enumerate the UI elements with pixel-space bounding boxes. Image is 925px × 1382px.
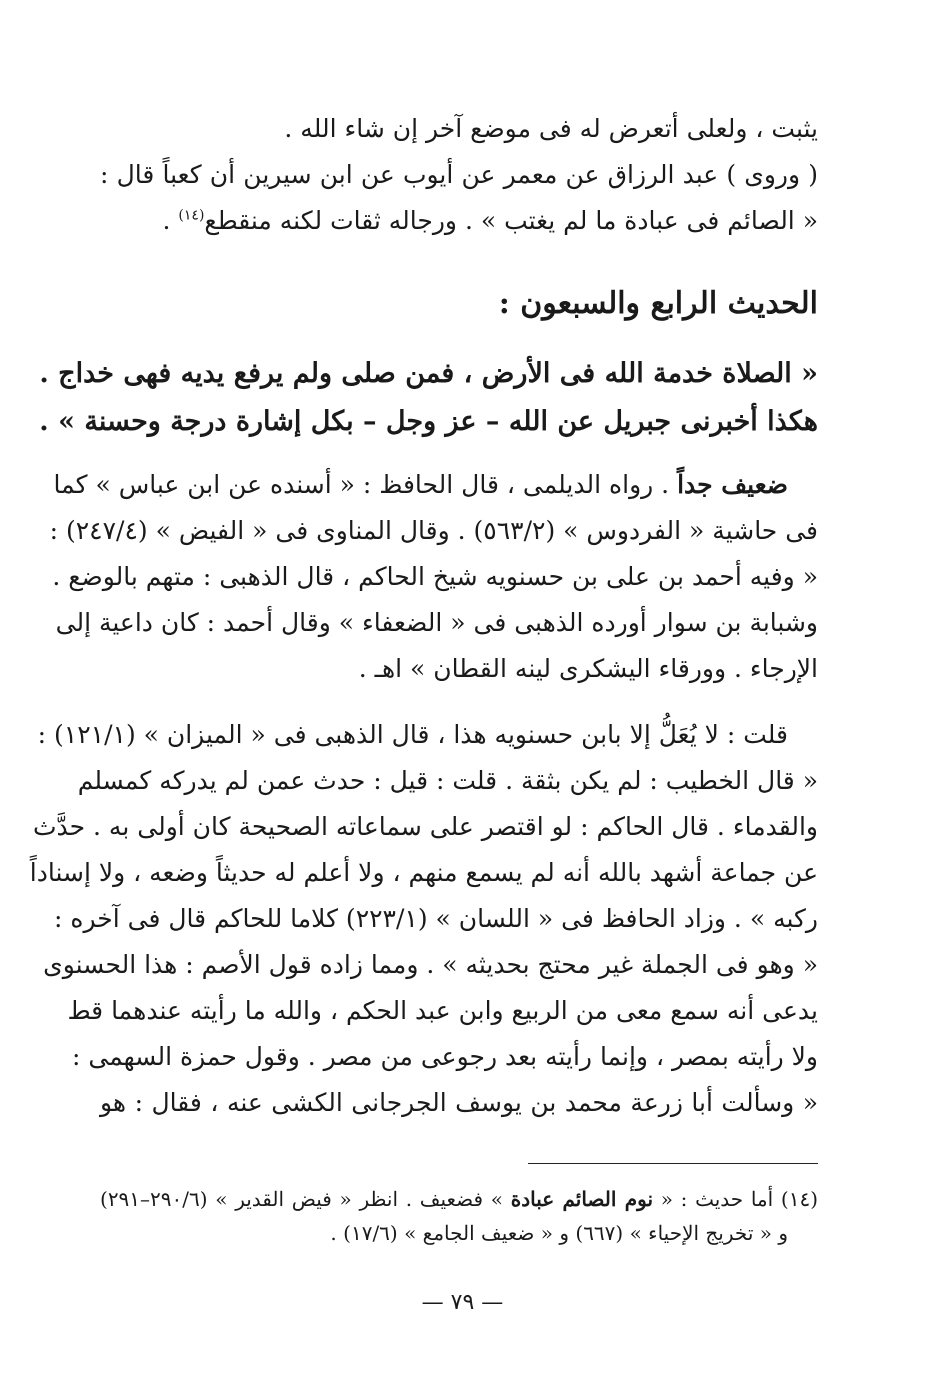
grading-line-1-rest: . رواه الديلمى ، قال الحافظ : « أسنده عن ابن عباس » كما [53,470,678,499]
commentary-line-6: « وهو فى الجملة غير محتج بحديثه » . ومما زاده قول الأصم : هذا الحسنوى [43,950,818,979]
grading-line-3: « وفيه أحمد بن على بن حسنويه شيخ الحاكم ، قال الذهبى : متهم بالوضع . [52,562,818,591]
commentary-line-4: عن جماعة أشهد بالله أنه لم يسمع منهم ، ولا أعلم له حديثاً وضعه ، ولا إسناداً [29,858,818,887]
footnote [100,1182,818,1250]
grading-line-5: الإرجاء . وورقاء اليشكرى لينه القطان » اهـ . [358,654,818,683]
footnote-line-2: و « تخريج الإحياء » (٦٦٧) و « ضعيف الجامع » (١٧/٦) . [330,1221,788,1245]
intro-line-3-text: « الصائم فى عبادة ما لم يغتب » . ورجاله ثقات لكنه منقطع [204,206,818,235]
hadith-text [39,350,818,446]
intro-line-3 [100,198,818,244]
footnote-title: نوم الصائم عبادة [510,1187,654,1211]
footnote-separator [528,1163,818,1164]
intro-line-3-end: . [162,206,179,235]
commentary-paragraph [29,712,818,1126]
grading-line-2: فى حاشية « الفردوس » (٥٦٣/٢) . وقال المناوى فى « الفيض » (٢٤٧/٤) : [49,516,818,545]
footnote-pre: أما حديث : « [653,1187,781,1211]
intro-paragraph [100,106,818,244]
commentary-line-5: ركبه » . وزاد الحافظ فى « اللسان » (٢٢٣/١) كلاما للحاكم قال فى آخره : [54,904,818,933]
footnote-reference: (١٤) [178,207,205,224]
page-number: — ٧٩ — [421,1290,504,1315]
footnote-post: » فضعيف . انظر « فيض القدير » (٢٩٠/٦–٢٩١) [100,1187,511,1211]
commentary-line-3: والقدماء . قال الحاكم : لو اقتصر على سماعاته الصحيحة كان أولى به . حدَّث [32,812,818,841]
hadith-line-2: هكذا أخبرنى جبريل عن الله – عز وجل – بكل إشارة درجة وحسنة » . [39,406,818,437]
commentary-line-8: ولا رأيته بمصر ، وإنما رأيته بعد رجوعى من مصر . وقول حمزة السهمى : [71,1042,818,1071]
footnote-number: (١٤) [780,1187,819,1211]
hadith-line-1: « الصلاة خدمة الله فى الأرض ، فمن صلى ولم يرفع يديه فهى خداج . [39,358,818,389]
commentary-line-2: « قال الخطيب : لم يكن بثقة . قلت : قيل : حدث عمن لم يدركه كمسلم [77,766,818,795]
commentary-line-1: قلت : لا يُعَلُّ إلا بابن حسنويه هذا ، قال الذهبى فى « الميزان » (١٢١/١) : [37,720,788,749]
commentary-line-7: يدعى أنه سمع معى من الربيع وابن عبد الحكم ، والله ما رأيته عندهما قط [67,996,818,1025]
footnote-line-1 [100,1182,818,1216]
grading-paragraph [49,462,818,692]
grading-line-4: وشبابة بن سوار أورده الذهبى فى « الضعفاء » وقال أحمد : كان داعية إلى [55,608,818,637]
grading-line-1 [53,462,818,508]
intro-line-2: ( وروى ) عبد الرزاق عن معمر عن أيوب عن ابن سيرين أن كعباً قال : [100,160,818,189]
commentary-line-9: « وسألت أبا زرعة محمد بن يوسف الجرجانى الكشى عنه ، فقال : هو [100,1088,818,1117]
section-heading: الحديث الرابع والسبعون : [498,286,818,321]
grading-label: ضعيف جداً [677,470,788,499]
intro-line-1: يثبت ، ولعلى أتعرض له فى موضع آخر إن شاء الله . [284,114,818,143]
